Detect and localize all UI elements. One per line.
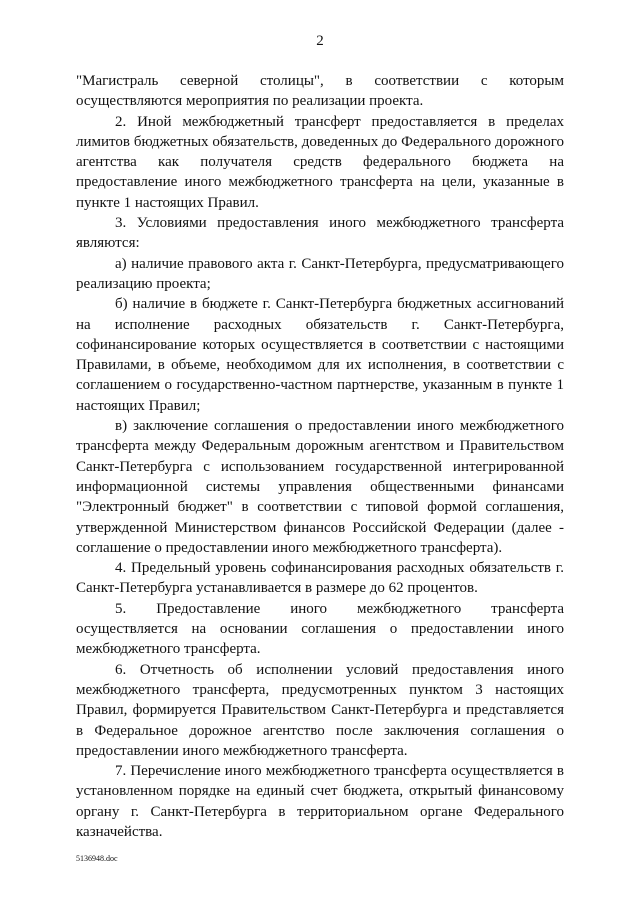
paragraph-item-7: 7. Перечисление иного межбюджетного трансферта осуществляется в установленном порядке на единый счет бюджета, открытый финансовому органу г. Санкт-Петербурга в территориальном органе Федерального казначейства. (76, 763, 564, 840)
paragraph-item-3: 3. Условиями предоставления иного межбюджетного трансферта являются: (76, 215, 564, 252)
paragraph-subitem-a: а) наличие правового акта г. Санкт-Петербурга, предусматривающего реализацию проекта; (76, 255, 564, 292)
page-number: 2 (316, 33, 324, 49)
paragraph-subitem-v: в) заключение соглашения о предоставлении иного межбюджетного трансферта между Федеральным дорожным агентством и Правительством Санкт-Петербурга с использованием государственной интегрированной информационной системы управления общественными финансами "Электронный бюджет" в соответствии с типовой формой соглашения, утвержденной Министерством финансов Российской Федерации (далее - соглашение о предоставлении иного межбюджетного трансферта). (76, 418, 564, 556)
paragraph-item-2: 2. Иной межбюджетный трансферт предоставляется в пределах лимитов бюджетных обязательств, доведенных до Федерального дорожного агентства как получателя средств федерального бюджета на предоставление иного межбюджетного трансферта на цели, указанные в пункте 1 настоящих Правил. (76, 113, 564, 211)
paragraph-subitem-b: б) наличие в бюджете г. Санкт-Петербурга бюджетных ассигнований на исполнение расходных обязательств г. Санкт-Петербурга, софинансирование которых осуществляется в соответствии с настоящими Правилами, в объеме, необходимом для их исполнения, в соответствии с соглашением о государственно-частном партнерстве, указанным в пункте 1 настоящих Правил; (76, 296, 564, 414)
footer-file-name: 5136948.doc (76, 854, 118, 863)
paragraph-item-6: 6. Отчетность об исполнении условий предоставления иного межбюджетного трансферта, предусмотренных пунктом 3 настоящих Правил, формируется Правительством Санкт-Петербурга и представляется в Федеральное дорожное агентство после заключения соглашения о предоставлении иного межбюджетного трансферта. (76, 661, 564, 759)
document-body (76, 71, 564, 842)
paragraph-item-5: 5. Предоставление иного межбюджетного трансферта осуществляется на основании соглашения о предоставлении иного межбюджетного трансферта. (76, 600, 564, 658)
paragraph-item-4: 4. Предельный уровень софинансирования расходных обязательств г. Санкт-Петербурга устанавливается в размере до 62 процентов. (76, 560, 564, 597)
paragraph-continuation: "Магистраль северной столицы", в соответствии с которым осуществляются мероприятия по реализации проекта. (76, 73, 564, 110)
